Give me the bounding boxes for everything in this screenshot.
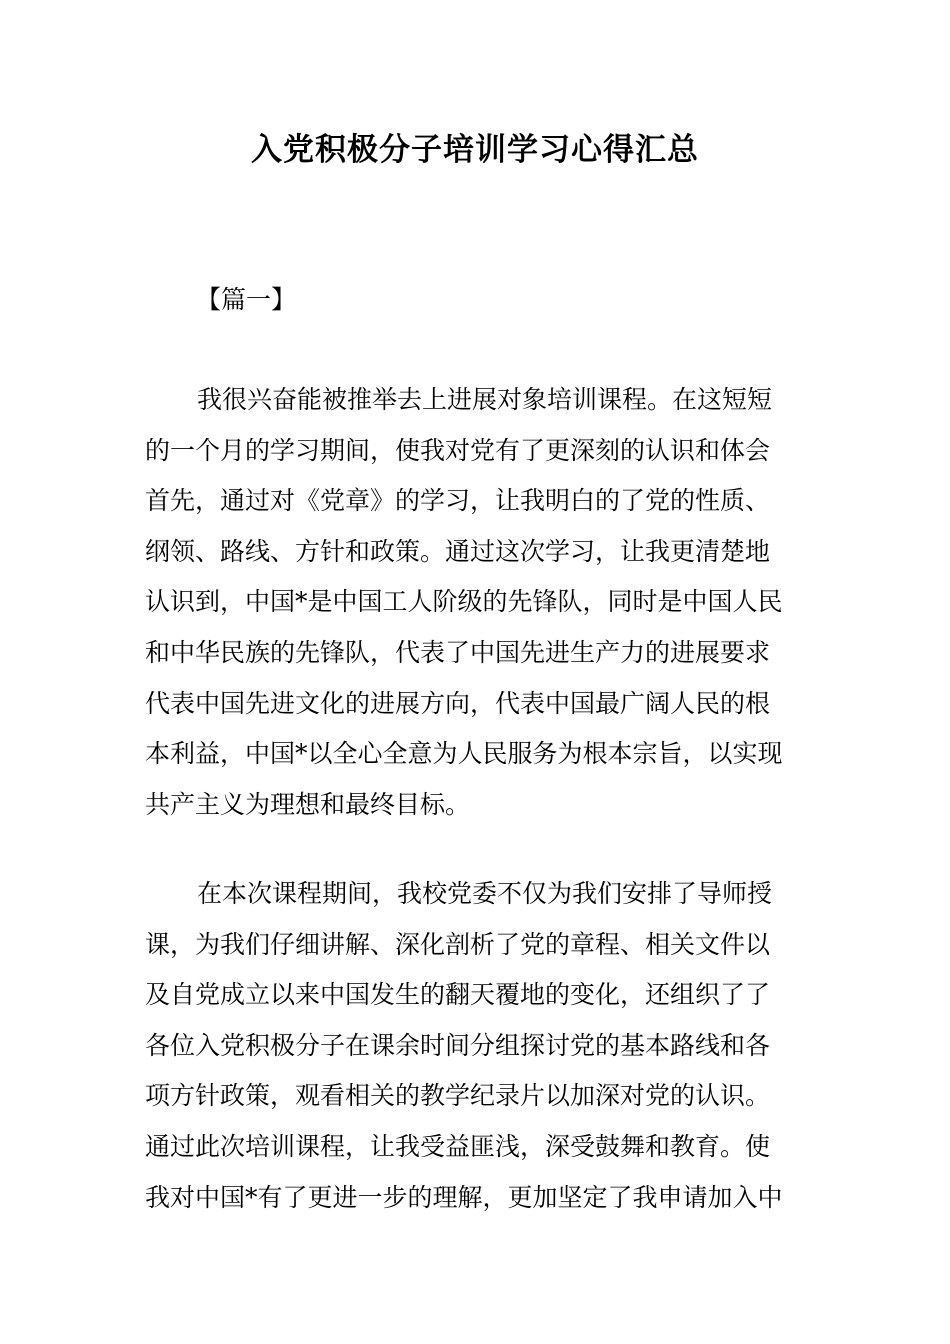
paragraph-line: 各位入党积极分子在课余时间分组探讨党的基本路线和各 [145, 1030, 771, 1060]
paragraph-line: 课，为我们仔细讲解、深化剖析了党的章程、相关文件以 [145, 929, 771, 959]
document-title: 入党积极分子培训学习心得汇总 [251, 132, 699, 168]
paragraph-line: 和中华民族的先锋队，代表了中国先进生产力的进展要求 [145, 637, 771, 667]
paragraph-line: 代表中国先进文化的进展方向，代表中国最广阔人民的根 [145, 688, 771, 718]
paragraph-line: 共产主义为理想和最终目标。 [145, 789, 471, 819]
paragraph-line: 认识到，中国*是中国工人阶级的先锋队，同时是中国人民 [145, 587, 783, 617]
paragraph-line: 及自党成立以来中国发生的翻天覆地的变化，还组织了了 [145, 980, 771, 1010]
paragraph-line: 我对中国*有了更进一步的理解，更加坚定了我申请加入中 [145, 1182, 783, 1212]
paragraph-line: 本利益，中国*以全心全意为人民服务为根本宗旨，以实现 [145, 739, 783, 769]
paragraph-line: 纲领、路线、方针和政策。通过这次学习，让我更清楚地 [145, 536, 771, 566]
paragraph-1 [145, 375, 805, 830]
paragraph-line: 我很兴奋能被推举去上进展对象培训课程。在这短短 [197, 385, 773, 414]
paragraph-line: 的一个月的学习期间，使我对党有了更深刻的认识和体会 [145, 435, 771, 465]
paragraph-line: 在本次课程期间，我校党委不仅为我们安排了导师授 [197, 879, 773, 908]
paragraph-line: 通过此次培训课程，让我受益匪浅，深受鼓舞和教育。使 [145, 1131, 771, 1161]
paragraph-line: 首先，通过对《党章》的学习，让我明白的了党的性质、 [145, 486, 771, 516]
paragraph-2 [145, 869, 805, 1223]
paragraph-line: 项方针政策，观看相关的教学纪录片以加深对党的认识。 [145, 1081, 771, 1111]
section-heading: 【篇一】 [196, 285, 297, 314]
